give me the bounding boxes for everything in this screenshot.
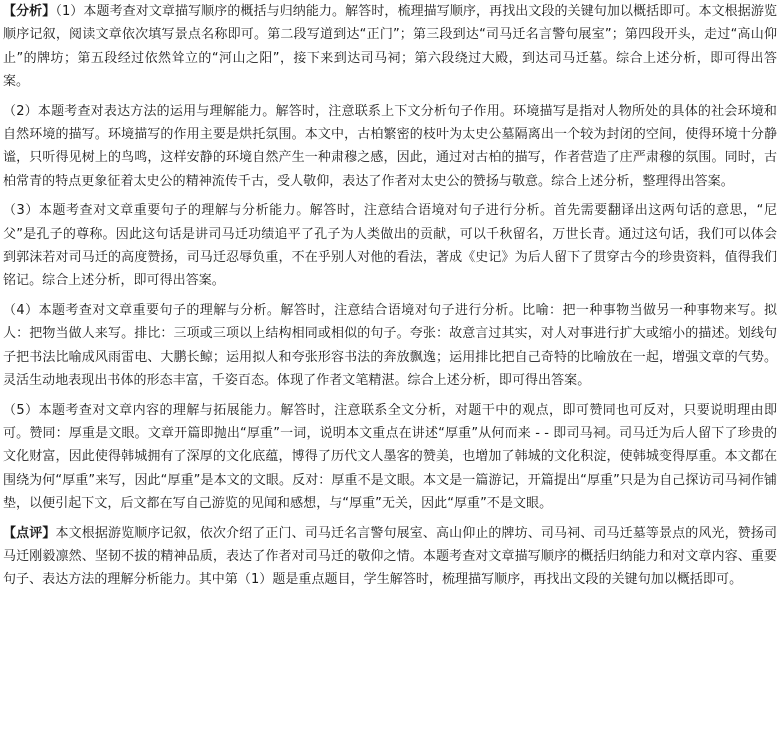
comment-tag: 【点评】 [3,525,56,541]
analysis-paragraph-2 [3,100,777,194]
paragraph-text: （3）本题考查对文章重要句子的理解与分析能力。解答时，注意结合语境对句子进行分析。首先需要翻译出这两句话的意思，“尼父”是孔子的尊称。因此这句话是讲司马迁功绩追平了孔子为人类做出的贡献，可以千秋留名，万世长青。通过这句话，我们可以体会到郭沫若对司马迁的高度赞扬，司马迁忍辱负重，不在乎别人对他的看法，著成《史记》为后人留下了贯穿古今的珍贵资料，值得我们铭记。综合上述分析，即可得出答案。 [3,203,777,289]
analysis-paragraph-3 [3,199,777,293]
paragraph-text: （5）本题考查对文章内容的理解与拓展能力。解答时，注意联系全文分析，对题干中的观点，即可赞同也可反对，只要说明理由即可。赞同：厚重是文眼。文章开篇即抛出“厚重”一词，说明本文重点在讲述“厚重”从何而来 - - 即司马祠。司马迁为后人留下了珍贵的文化财富，因此使得韩城拥有了深厚的文化底蕴，博得了历代文人墨客的赞美，也增加了韩城的文化积淀，使韩城变得厚重。本文都在围绕为何“厚重”来写，因此“厚重”是本文的文眼。反对：厚重不是文眼。本文是一篇游记，开篇提出“厚重”只是为自己探访司马祠作铺垫，以便引起下文，后文都在写自己游览的见闻和感想，与“厚重”无关，因此“厚重”不是文眼。 [3,402,777,512]
analysis-paragraph-1 [3,0,777,94]
paragraph-text: （4）本题考查对文章重要句子的理解与分析。解答时，注意结合语境对句子进行分析。比喻：把一种事物当做另一种事物来写。拟人：把物当做人来写。排比：三项或三项以上结构相同或相似的句子。夸张：故意言过其实，对人对事进行扩大或缩小的描述。划线句子把书法比喻成风雨雷电、大鹏长鲸；运用拟人和夸张形容书法的奔放飘逸；运用排比把自己奇特的比喻放在一起，增强文章的气势。灵活生动地表现出书体的形态丰富，千姿百态。体现了作者文笔精湛。综合上述分析，即可得出答案。 [3,302,777,389]
analysis-paragraph-5 [3,399,777,516]
analysis-tag: 【分析】 [3,4,56,19]
analysis-paragraph-4 [3,299,777,393]
paragraph-text: （2）本题考查对表达方法的运用与理解能力。解答时，注意联系上下文分析句子作用。环境描写是指对人物所处的具体的社会环境和自然环境的描写。环境描写的作用主要是烘托氛围。本文中，古柏繁密的枝叶为太史公墓隔离出一个较为封闭的空间，使得环境十分静谧，只听得见树上的鸟鸣，这样安静的环境自然产生一种肃穆之感，因此，通过对古柏的描写，作者营造了庄严肃穆的氛围。同时，古柏常青的特点更象征着太史公的精神流传千古，受人敬仰，表达了作者对太史公的赞扬与敬意。综合上述分析，整理得出答案。 [3,103,777,189]
comment-paragraph [3,522,777,592]
paragraph-text: （1）本题考查对文章描写顺序的概括与归纳能力。解答时，梳理描写顺序，再找出文段的关键句加以概括即可。本文根据游览顺序记叙，阅读文章依次填写景点名称即可。第二段写道到达“正门”；第三段到达“司马迁名言警句展室”；第四段开头，走过“高山仰止”的牌坊；第五段经过依然耸立的“河山之阳”，接下来到达司马祠；第六段绕过大殿，到达司马迁墓。综合上述分析，即可得出答案。 [3,4,777,90]
paragraph-text: 本文根据游览顺序记叙，依次介绍了正门、司马迁名言警句展室、高山仰止的牌坊、司马祠、司马迁墓等景点的风光，赞扬司马迁刚毅凛然、坚韧不拔的精神品质，表达了作者对司马迁的敬仰之情。本题考查对文章描写顺序的概括归纳能力和对文章内容、重要句子、表达方法的理解分析能力。其中第（1）题是重点题目，学生解答时，梳理描写顺序，再找出文段的关键句加以概括即可。 [3,525,777,588]
